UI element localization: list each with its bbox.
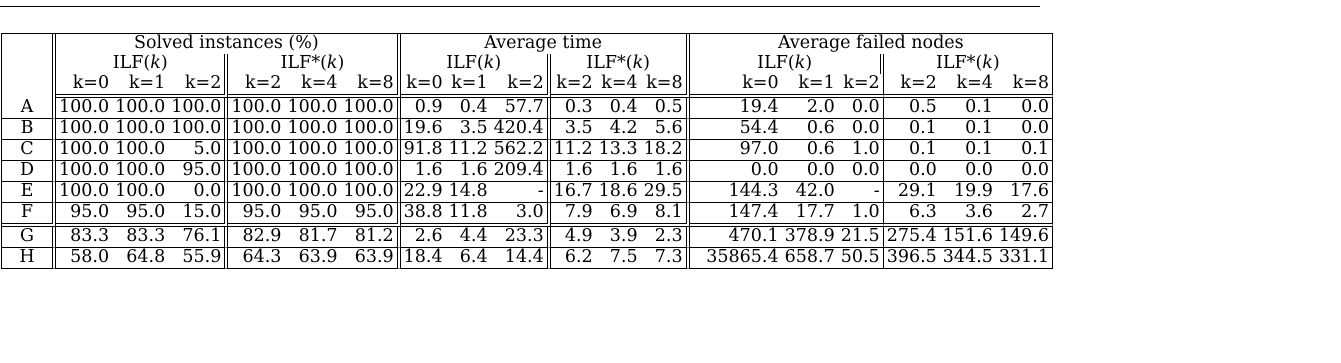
row-label: F — [2, 203, 56, 227]
cell-time: 4.4 — [446, 227, 491, 248]
cell-solved: 0.0 — [168, 182, 228, 203]
cell-solved: 100.0 — [341, 98, 401, 119]
cell-solved: 83.3 — [56, 227, 112, 248]
k-header: k=0 — [401, 74, 446, 98]
cell-solved: 81.7 — [284, 227, 340, 248]
k-header: k=8 — [641, 74, 690, 98]
cell-time: 1.6 — [446, 161, 491, 182]
k-header: k=4 — [284, 74, 340, 98]
results-table — [1, 33, 1053, 269]
cell-solved: 100.0 — [228, 98, 284, 119]
cell-solved: 100.0 — [168, 98, 228, 119]
k-header: k=0 — [56, 74, 112, 98]
subheader-ilfstar: ILF*(k) — [884, 54, 1053, 74]
k-header: k=2 — [228, 74, 284, 98]
cell-time: 7.9 — [551, 203, 596, 227]
cell-nodes: 378.9 — [782, 227, 838, 248]
cell-time: 18.4 — [401, 248, 446, 269]
cell-solved: 100.0 — [112, 119, 168, 140]
k-header: k=1 — [446, 74, 491, 98]
cell-nodes: 0.1 — [940, 119, 996, 140]
cell-time: 14.4 — [491, 248, 551, 269]
cell-solved: 100.0 — [112, 140, 168, 161]
cell-nodes: 54.4 — [690, 119, 782, 140]
cell-nodes: 0.0 — [838, 161, 884, 182]
cell-time: 3.5 — [551, 119, 596, 140]
cell-nodes: 35865.4 — [690, 248, 782, 269]
cell-nodes: 0.1 — [996, 140, 1053, 161]
cell-nodes: 97.0 — [690, 140, 782, 161]
table-row — [2, 182, 1053, 203]
cell-solved: 100.0 — [56, 98, 112, 119]
cell-time: 209.4 — [491, 161, 551, 182]
cell-nodes: 1.0 — [838, 140, 884, 161]
cell-nodes: 0.5 — [884, 98, 940, 119]
cell-nodes: 1.0 — [838, 203, 884, 227]
cell-solved: 100.0 — [284, 140, 340, 161]
cell-nodes: 19.4 — [690, 98, 782, 119]
cell-nodes: 3.6 — [940, 203, 996, 227]
cell-time: 18.2 — [641, 140, 690, 161]
cell-time: 19.6 — [401, 119, 446, 140]
cell-time: 4.9 — [551, 227, 596, 248]
cell-time: 23.3 — [491, 227, 551, 248]
cell-nodes: 147.4 — [690, 203, 782, 227]
cell-nodes: 0.0 — [782, 161, 838, 182]
k-header: k=0 — [690, 74, 782, 98]
k-header: k=4 — [596, 74, 641, 98]
cell-nodes: 344.5 — [940, 248, 996, 269]
cell-nodes: 0.1 — [884, 140, 940, 161]
group-header-nodes: Average failed nodes — [690, 34, 1053, 54]
cell-time: 38.8 — [401, 203, 446, 227]
cell-nodes: 396.5 — [884, 248, 940, 269]
cell-nodes: 0.0 — [996, 161, 1053, 182]
cell-solved: 95.0 — [284, 203, 340, 227]
cell-nodes: 17.7 — [782, 203, 838, 227]
cell-time: 0.4 — [596, 98, 641, 119]
cell-solved: 100.0 — [112, 98, 168, 119]
cell-solved: 55.9 — [168, 248, 228, 269]
group-header-time: Average time — [401, 34, 690, 54]
cell-solved: 100.0 — [112, 161, 168, 182]
k-header: k=2 — [838, 74, 884, 98]
cell-nodes: 275.4 — [884, 227, 940, 248]
cell-time: 6.9 — [596, 203, 641, 227]
cell-time: 6.2 — [551, 248, 596, 269]
cell-time: 11.2 — [551, 140, 596, 161]
subheader-ilf: ILF(k) — [690, 54, 884, 74]
cell-time: 11.2 — [446, 140, 491, 161]
row-label: G — [2, 227, 56, 248]
cell-solved: 5.0 — [168, 140, 228, 161]
cell-nodes: 0.0 — [996, 98, 1053, 119]
cell-time: 562.2 — [491, 140, 551, 161]
cell-time: 5.6 — [641, 119, 690, 140]
cell-nodes: 144.3 — [690, 182, 782, 203]
k-header: k=2 — [491, 74, 551, 98]
cell-time: 3.5 — [446, 119, 491, 140]
cell-solved: 100.0 — [284, 119, 340, 140]
cell-solved: 100.0 — [284, 161, 340, 182]
cell-time: 420.4 — [491, 119, 551, 140]
cell-solved: 100.0 — [112, 182, 168, 203]
cell-time: 4.2 — [596, 119, 641, 140]
cell-time: 29.5 — [641, 182, 690, 203]
cell-solved: 100.0 — [284, 182, 340, 203]
cell-time: 0.4 — [446, 98, 491, 119]
cell-solved: 64.8 — [112, 248, 168, 269]
cell-solved: 100.0 — [228, 182, 284, 203]
cell-solved: 100.0 — [228, 140, 284, 161]
cell-solved: 95.0 — [341, 203, 401, 227]
cell-solved: 100.0 — [228, 161, 284, 182]
k-header: k=2 — [884, 74, 940, 98]
cell-nodes: - — [838, 182, 884, 203]
cell-solved: 100.0 — [56, 161, 112, 182]
cell-time: 8.1 — [641, 203, 690, 227]
cell-nodes: 0.0 — [690, 161, 782, 182]
cell-nodes: 0.1 — [940, 98, 996, 119]
cell-solved: 81.2 — [341, 227, 401, 248]
cell-time: 7.5 — [596, 248, 641, 269]
cell-solved: 58.0 — [56, 248, 112, 269]
table-row — [2, 227, 1053, 248]
row-label: C — [2, 140, 56, 161]
table-row — [2, 98, 1053, 119]
cell-time: 1.6 — [401, 161, 446, 182]
cell-solved: 83.3 — [112, 227, 168, 248]
subheader-ilfstar: ILF*(k) — [228, 54, 400, 74]
cell-solved: 100.0 — [341, 161, 401, 182]
cell-solved: 100.0 — [168, 119, 228, 140]
cell-solved: 95.0 — [168, 161, 228, 182]
row-label: D — [2, 161, 56, 182]
cell-solved: 100.0 — [56, 140, 112, 161]
cell-nodes: 0.0 — [838, 119, 884, 140]
k-header: k=8 — [341, 74, 401, 98]
table-row — [2, 203, 1053, 227]
cell-time: 0.5 — [641, 98, 690, 119]
k-header: k=4 — [940, 74, 996, 98]
row-label: H — [2, 248, 56, 269]
cell-solved: 100.0 — [341, 140, 401, 161]
cell-time: 0.9 — [401, 98, 446, 119]
k-header: k=8 — [996, 74, 1053, 98]
cell-nodes: 331.1 — [996, 248, 1053, 269]
cell-nodes: 6.3 — [884, 203, 940, 227]
cell-time: 3.0 — [491, 203, 551, 227]
cell-nodes: 0.1 — [940, 140, 996, 161]
cell-solved: 76.1 — [168, 227, 228, 248]
group-header-solved: Solved instances (%) — [56, 34, 401, 54]
cell-solved: 100.0 — [341, 119, 401, 140]
cell-nodes: 0.0 — [838, 98, 884, 119]
cell-time: 11.8 — [446, 203, 491, 227]
cell-time: - — [491, 182, 551, 203]
table-row — [2, 140, 1053, 161]
cell-nodes: 42.0 — [782, 182, 838, 203]
cell-nodes: 0.6 — [782, 119, 838, 140]
cell-time: 13.3 — [596, 140, 641, 161]
cell-nodes: 2.7 — [996, 203, 1053, 227]
cell-solved: 100.0 — [56, 119, 112, 140]
cell-solved: 95.0 — [228, 203, 284, 227]
table-row — [2, 119, 1053, 140]
cell-solved: 63.9 — [284, 248, 340, 269]
table-row — [2, 161, 1053, 182]
cell-time: 1.6 — [596, 161, 641, 182]
k-header: k=1 — [782, 74, 838, 98]
cell-nodes: 470.1 — [690, 227, 782, 248]
cell-time: 6.4 — [446, 248, 491, 269]
cell-solved: 15.0 — [168, 203, 228, 227]
cell-nodes: 0.0 — [940, 161, 996, 182]
cell-nodes: 149.6 — [996, 227, 1053, 248]
cell-solved: 95.0 — [56, 203, 112, 227]
cell-time: 1.6 — [551, 161, 596, 182]
corner-cell — [2, 34, 56, 98]
cell-time: 57.7 — [491, 98, 551, 119]
row-label: A — [2, 98, 56, 119]
row-label: B — [2, 119, 56, 140]
cell-solved: 100.0 — [284, 98, 340, 119]
cell-time: 91.8 — [401, 140, 446, 161]
cell-time: 3.9 — [596, 227, 641, 248]
subheader-ilf: ILF(k) — [56, 54, 228, 74]
cell-time: 14.8 — [446, 182, 491, 203]
cell-solved: 95.0 — [112, 203, 168, 227]
cell-time: 22.9 — [401, 182, 446, 203]
cell-nodes: 2.0 — [782, 98, 838, 119]
cell-solved: 100.0 — [228, 119, 284, 140]
cell-time: 16.7 — [551, 182, 596, 203]
subheader-ilf: ILF(k) — [401, 54, 551, 74]
cell-nodes: 17.6 — [996, 182, 1053, 203]
cell-solved: 82.9 — [228, 227, 284, 248]
cell-time: 2.6 — [401, 227, 446, 248]
table-row — [2, 248, 1053, 269]
cell-time: 0.3 — [551, 98, 596, 119]
cell-nodes: 151.6 — [940, 227, 996, 248]
cell-nodes: 0.1 — [884, 119, 940, 140]
k-header: k=1 — [112, 74, 168, 98]
cell-time: 18.6 — [596, 182, 641, 203]
cell-time: 7.3 — [641, 248, 690, 269]
top-rule — [0, 6, 1040, 7]
cell-nodes: 19.9 — [940, 182, 996, 203]
table-body — [2, 98, 1053, 269]
cell-nodes: 0.0 — [884, 161, 940, 182]
cell-nodes: 0.6 — [782, 140, 838, 161]
cell-nodes: 658.7 — [782, 248, 838, 269]
cell-solved: 64.3 — [228, 248, 284, 269]
cell-solved: 63.9 — [341, 248, 401, 269]
cell-nodes: 29.1 — [884, 182, 940, 203]
row-label: E — [2, 182, 56, 203]
subheader-ilfstar: ILF*(k) — [551, 54, 690, 74]
cell-time: 1.6 — [641, 161, 690, 182]
cell-nodes: 21.5 — [838, 227, 884, 248]
cell-nodes: 50.5 — [838, 248, 884, 269]
k-header: k=2 — [551, 74, 596, 98]
cell-solved: 100.0 — [56, 182, 112, 203]
cell-solved: 100.0 — [341, 182, 401, 203]
cell-nodes: 0.0 — [996, 119, 1053, 140]
cell-time: 2.3 — [641, 227, 690, 248]
k-header: k=2 — [168, 74, 228, 98]
